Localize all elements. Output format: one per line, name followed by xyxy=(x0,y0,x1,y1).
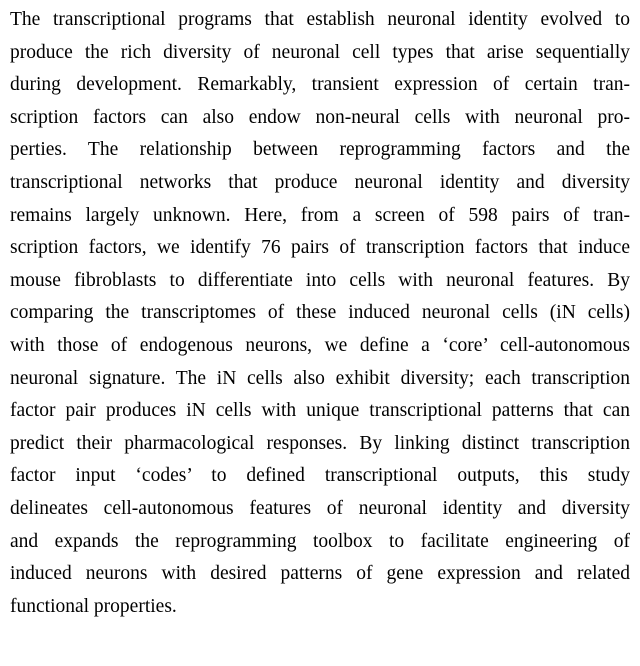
abstract-line: factor input ‘codes’ to defined transcriptional outputs, this study xyxy=(10,465,630,487)
abstract-line: with those of endogenous neurons, we define a ‘core’ cell-autonomous xyxy=(10,334,630,356)
abstract-line: and expands the reprogramming toolbox to facilitate engineering of xyxy=(10,530,630,552)
abstract-line: factor pair produces iN cells with unique transcriptional patterns that can xyxy=(10,400,630,422)
abstract-line: neuronal signature. The iN cells also exhibit diversity; each transcription xyxy=(10,367,630,389)
abstract-line: scription factors, we identify 76 pairs of transcription factors that induce xyxy=(10,237,630,259)
abstract-line: transcriptional networks that produce neuronal identity and diversity xyxy=(10,171,630,193)
abstract-line: produce the rich diversity of neuronal cell types that arise sequentially xyxy=(10,41,630,63)
abstract-line: delineates cell-autonomous features of neuronal identity and diversity xyxy=(10,497,630,519)
abstract-line: comparing the transcriptomes of these induced neuronal cells (iN cells) xyxy=(10,302,630,324)
abstract-line: perties. The relationship between reprogramming factors and the xyxy=(10,139,630,161)
abstract-line: The transcriptional programs that establish neuronal identity evolved to xyxy=(10,9,630,30)
abstract-line: scription factors can also endow non-neural cells with neuronal pro- xyxy=(10,106,630,128)
abstract-line: remains largely unknown. Here, from a screen of 598 pairs of tran- xyxy=(10,204,630,226)
abstract-line: mouse fibroblasts to differentiate into cells with neuronal features. By xyxy=(10,269,630,291)
abstract-paragraph xyxy=(10,4,630,623)
abstract-line: during development. Remarkably, transient expression of certain tran- xyxy=(10,74,630,96)
abstract-line: induced neurons with desired patterns of gene expression and related xyxy=(10,563,630,585)
abstract-line: functional properties. xyxy=(10,595,177,617)
abstract-line: predict their pharmacological responses. By linking distinct transcription xyxy=(10,432,630,454)
